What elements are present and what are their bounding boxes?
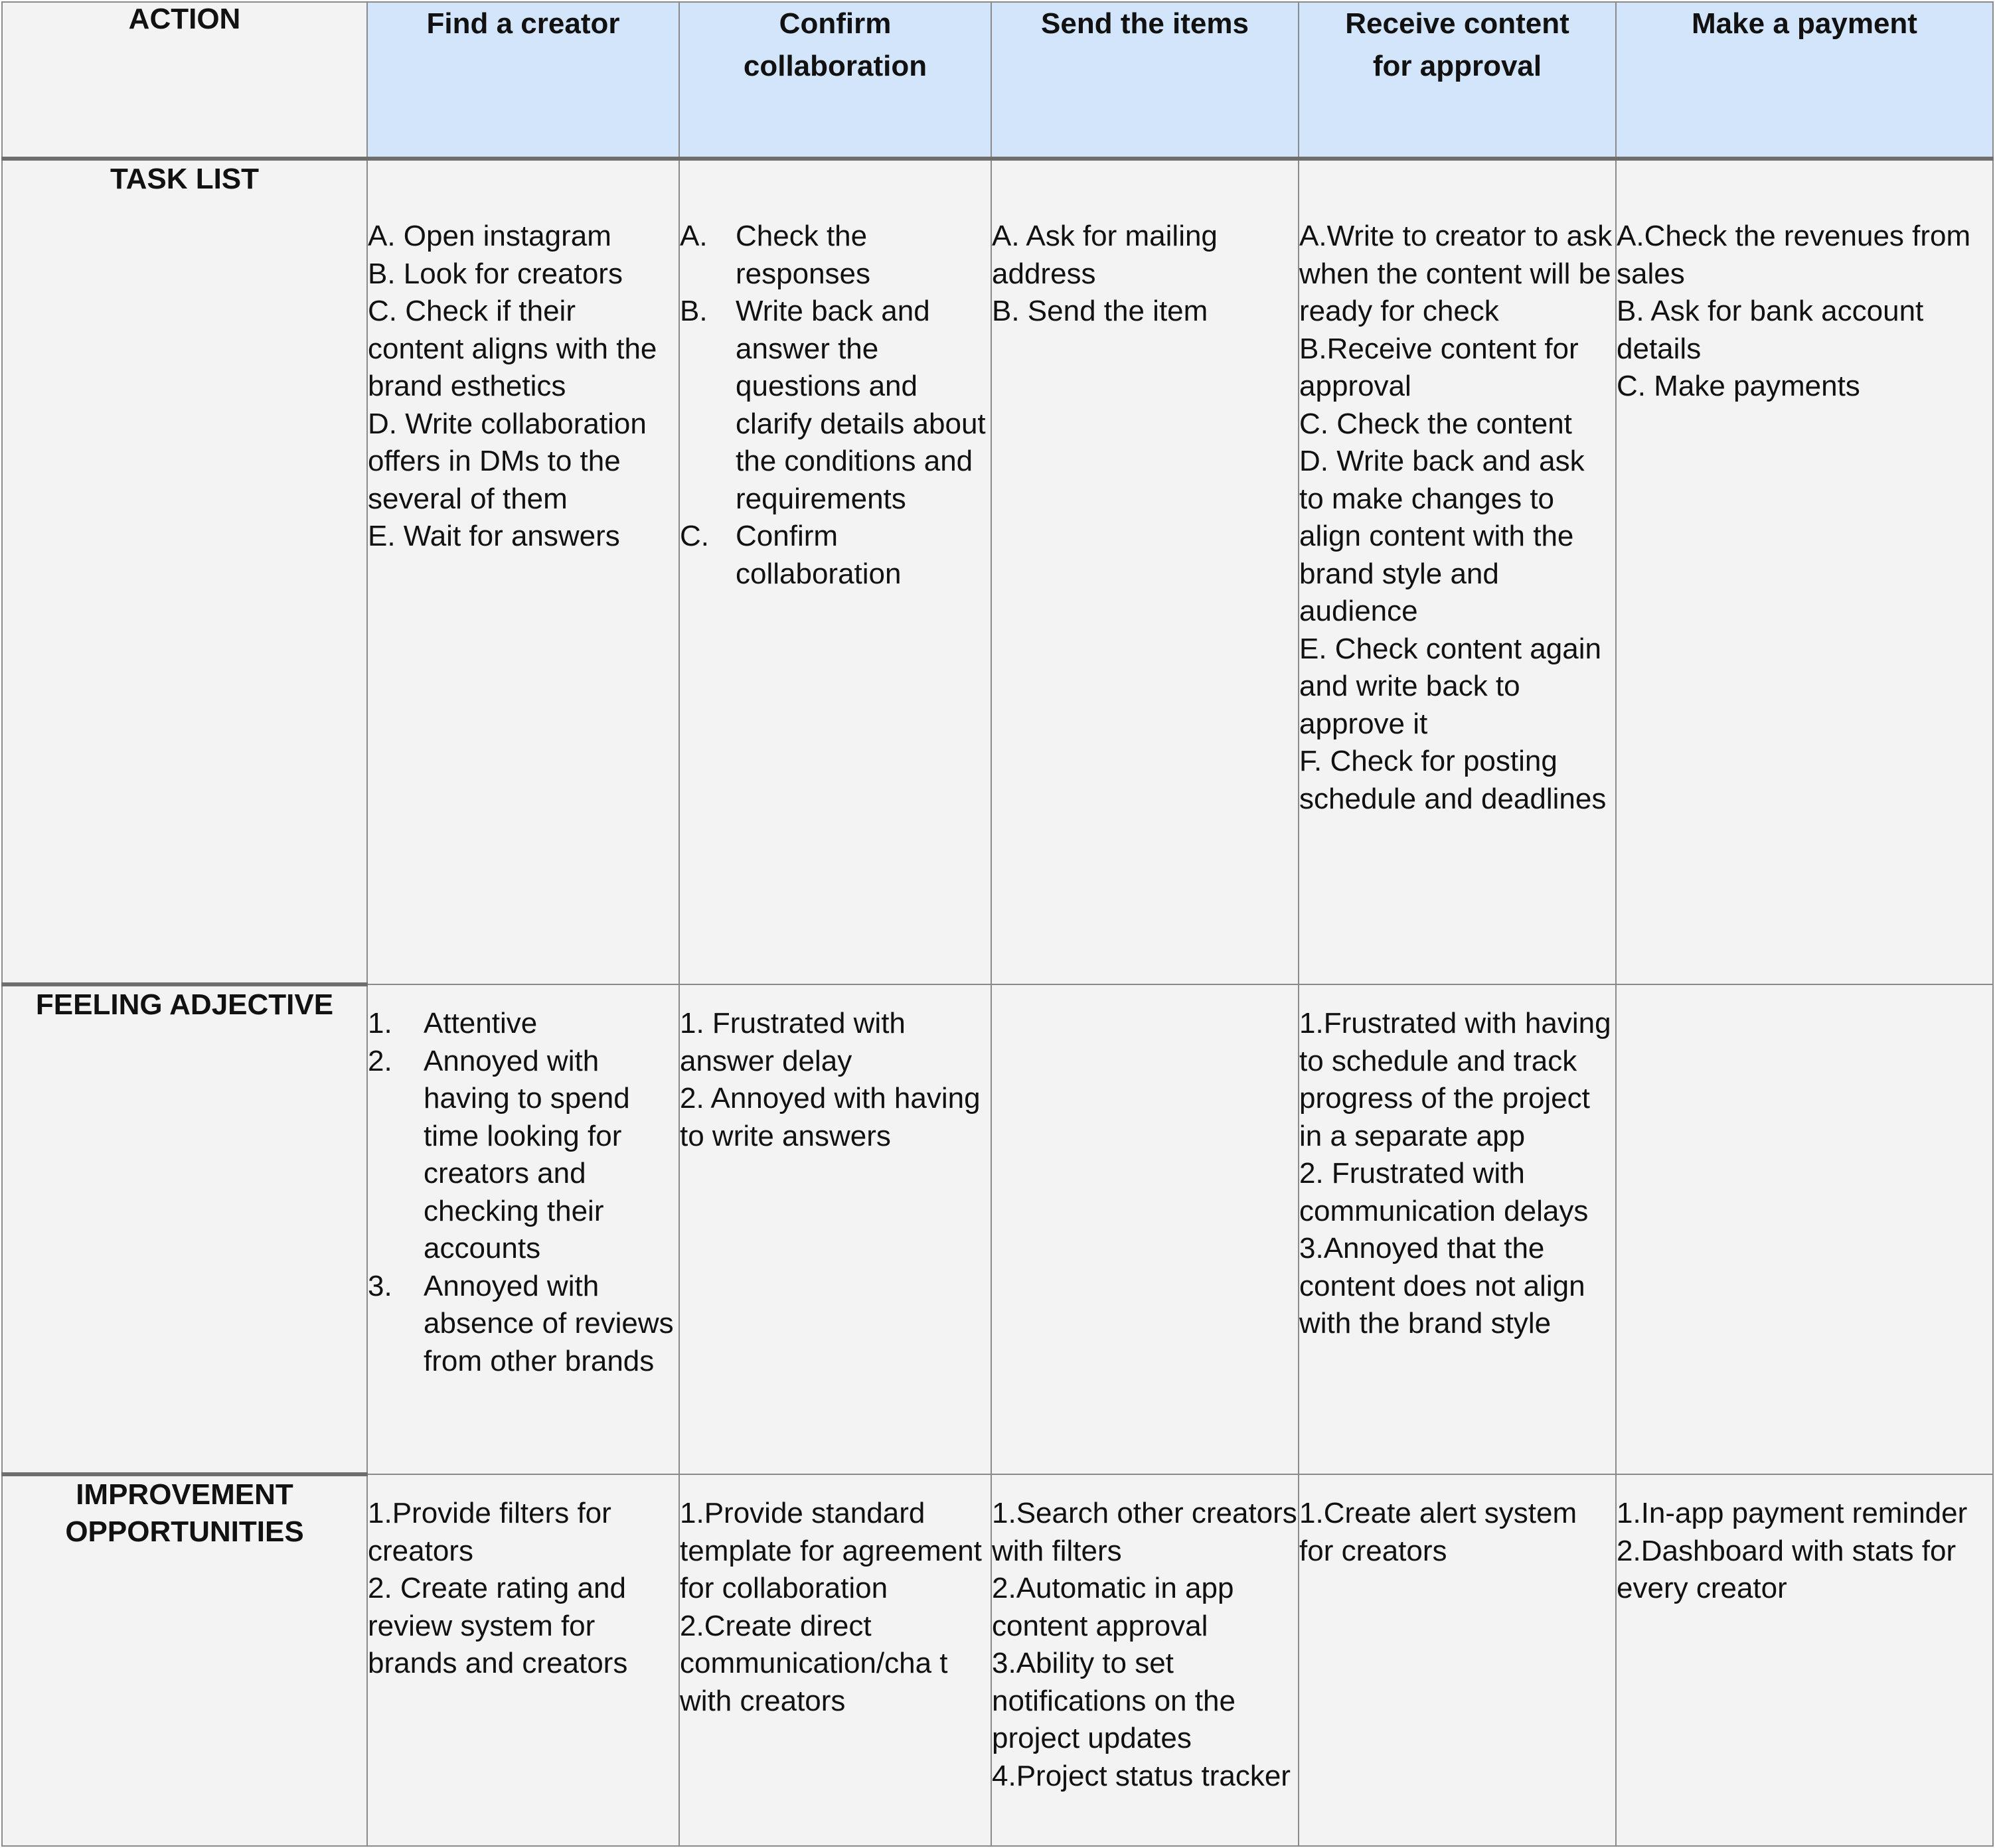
list-text: Annoyed with absence of reviews from other brands — [424, 1269, 674, 1377]
action-header: ACTION — [2, 2, 367, 159]
list-item: 1.Provide filters for creators — [368, 1497, 611, 1567]
list-text: Annoyed with having to spend time looking for creators and checking their accounts — [424, 1044, 630, 1265]
list-item: 4.Project status tracker — [992, 1759, 1291, 1792]
list-marker: 2. — [368, 1044, 392, 1077]
task-cell-receive-content — [1299, 159, 1616, 984]
opportunities-row — [2, 1474, 1993, 1846]
list-item: 3.Annoyed that the content does not align with the brand style — [1299, 1232, 1585, 1340]
feeling-label: FEELING ADJECTIVE — [2, 984, 367, 1474]
feeling-cell-receive-content — [1299, 984, 1616, 1474]
list-item: B.Receive content for approval — [1299, 332, 1579, 402]
list-item — [368, 1268, 678, 1381]
column-header-receive-content: Receive content for approval — [1299, 2, 1616, 159]
list-item — [368, 1005, 678, 1043]
task-cell-confirm-collaboration — [679, 159, 991, 984]
opportunities-label — [2, 1474, 367, 1846]
list-item: 1.Provide standard template for agreement for collaboration — [680, 1497, 982, 1604]
list-item: 2. Create rating and review system for brands and creators — [368, 1572, 628, 1679]
list-text: Write back and answer the questions and clarify details about the conditions and requirements — [736, 295, 986, 515]
column-header-send-items: Send the items — [991, 2, 1299, 159]
list-item: A.Check the revenues from sales — [1617, 220, 1971, 290]
customer-journey-table — [1, 1, 1994, 1847]
feeling-cell-confirm-collaboration — [679, 984, 991, 1474]
opportunity-cell-send-items — [991, 1474, 1299, 1846]
header-row — [2, 2, 1993, 159]
column-header-make-payment: Make a payment — [1616, 2, 1993, 159]
list-text: Check the responses — [736, 220, 871, 290]
list-item: 1.Frustrated with having to schedule and track progress of the project in a separate app — [1299, 1007, 1611, 1152]
list-item: A. Ask for mailing address — [992, 220, 1218, 290]
list-item: E. Wait for answers — [368, 520, 620, 552]
list-item: C. Check if their content aligns with the brand esthetics — [368, 295, 657, 402]
list-item: F. Check for posting schedule and deadlines — [1299, 745, 1607, 815]
opportunities-label-line: OPPORTUNITIES — [65, 1515, 304, 1548]
list-item: B. Send the item — [992, 295, 1208, 327]
task-cell-make-payment — [1616, 159, 1993, 984]
opportunity-cell-make-payment — [1616, 1474, 1993, 1846]
list-item: 2.Dashboard with stats for every creator — [1617, 1534, 1956, 1604]
task-cell-find-creator — [367, 159, 679, 984]
list-item — [368, 1043, 678, 1268]
list-item: 1.Create alert system for creators — [1299, 1497, 1577, 1567]
task-list-label: TASK LIST — [2, 159, 367, 984]
task-list-row — [2, 159, 1993, 984]
list-marker: C. — [680, 520, 709, 552]
column-header-find-creator: Find a creator — [367, 2, 679, 159]
list-item: 2.Automatic in app content approval — [992, 1572, 1234, 1642]
opportunity-cell-receive-content — [1299, 1474, 1616, 1846]
list-item: 2. Annoyed with having to write answers — [680, 1082, 981, 1152]
list-item: 1. Frustrated with answer delay — [680, 1007, 906, 1077]
task-cell-send-items — [991, 159, 1299, 984]
list-item — [680, 518, 991, 593]
list-item: B. Look for creators — [368, 257, 623, 290]
list-text: Confirm collaboration — [736, 520, 902, 590]
feeling-cell-make-payment — [1616, 984, 1993, 1474]
list-item: B. Ask for bank account details — [1617, 295, 1924, 365]
list-item: C. Make payments — [1617, 370, 1860, 402]
list-item: 3.Ability to set notifications on the project updates — [992, 1647, 1236, 1754]
list-item — [680, 218, 991, 293]
list-marker: 1. — [368, 1007, 392, 1040]
list-item: 1.Search other creators with filters — [992, 1497, 1297, 1567]
feeling-cell-send-items — [991, 984, 1299, 1474]
list-item: 2.Create direct communication/cha t with creators — [680, 1609, 948, 1717]
list-item: D. Write back and ask to make changes to align content with the brand style and audience — [1299, 445, 1585, 627]
list-marker: B. — [680, 295, 708, 327]
column-header-confirm-collaboration: Confirm collaboration — [679, 2, 991, 159]
list-text: Attentive — [424, 1007, 538, 1040]
opportunities-label-line: IMPROVEMENT — [76, 1478, 293, 1511]
list-item: E. Check content again and write back to approve it — [1299, 632, 1601, 740]
list-marker: A. — [680, 220, 708, 252]
list-item: 1.In-app payment reminder — [1617, 1497, 1968, 1529]
list-marker: 3. — [368, 1269, 392, 1302]
list-item: A.Write to creator to ask when the content will be ready for check — [1299, 220, 1613, 327]
list-item: C. Check the content — [1299, 407, 1572, 440]
list-item: 2. Frustrated with communication delays — [1299, 1157, 1589, 1227]
opportunity-cell-confirm-collaboration — [679, 1474, 991, 1846]
list-item: D. Write collaboration offers in DMs to the several of them — [368, 407, 647, 515]
feeling-cell-find-creator — [367, 984, 679, 1474]
list-item — [680, 293, 991, 518]
opportunity-cell-find-creator — [367, 1474, 679, 1846]
list-item: A. Open instagram — [368, 220, 611, 252]
feeling-row — [2, 984, 1993, 1474]
